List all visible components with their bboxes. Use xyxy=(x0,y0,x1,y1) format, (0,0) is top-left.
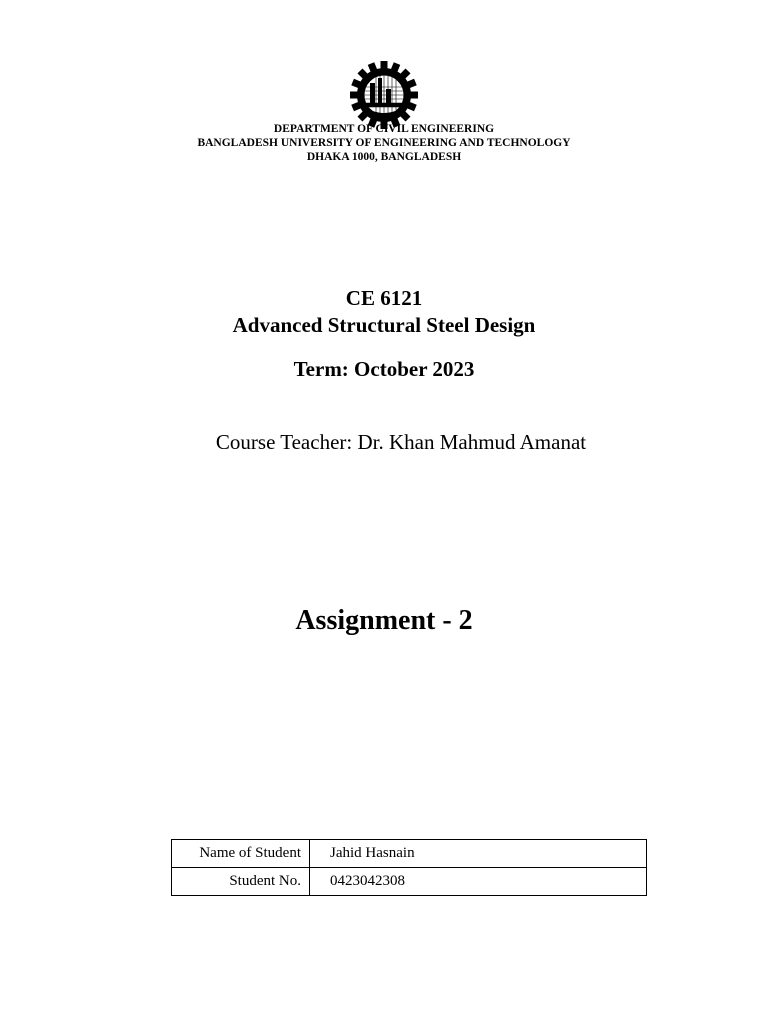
course-teacher: Course Teacher: Dr. Khan Mahmud Amanat xyxy=(215,430,587,454)
student-name-label: Name of Student xyxy=(172,840,310,868)
university-gear-seal-icon xyxy=(349,60,419,130)
course-code: CE 6121 xyxy=(345,286,423,310)
assignment-title: Assignment - 2 xyxy=(295,605,473,636)
student-info-table xyxy=(171,839,647,896)
student-name-value: Jahid Hasnain xyxy=(310,840,647,868)
institution-header xyxy=(0,122,768,164)
student-number-label: Student No. xyxy=(172,868,310,896)
student-number-value: 0423042308 xyxy=(310,868,647,896)
university-address: DHAKA 1000, BANGLADESH xyxy=(306,151,462,163)
course-title: Advanced Structural Steel Design xyxy=(232,313,536,337)
university-name: BANGLADESH UNIVERSITY OF ENGINEERING AND TECHNOLOGY xyxy=(197,137,571,149)
table-row xyxy=(172,868,647,896)
course-term: Term: October 2023 xyxy=(293,357,475,381)
department-name: DEPARTMENT OF CIVIL ENGINEERING xyxy=(273,123,495,135)
table-row xyxy=(172,840,647,868)
